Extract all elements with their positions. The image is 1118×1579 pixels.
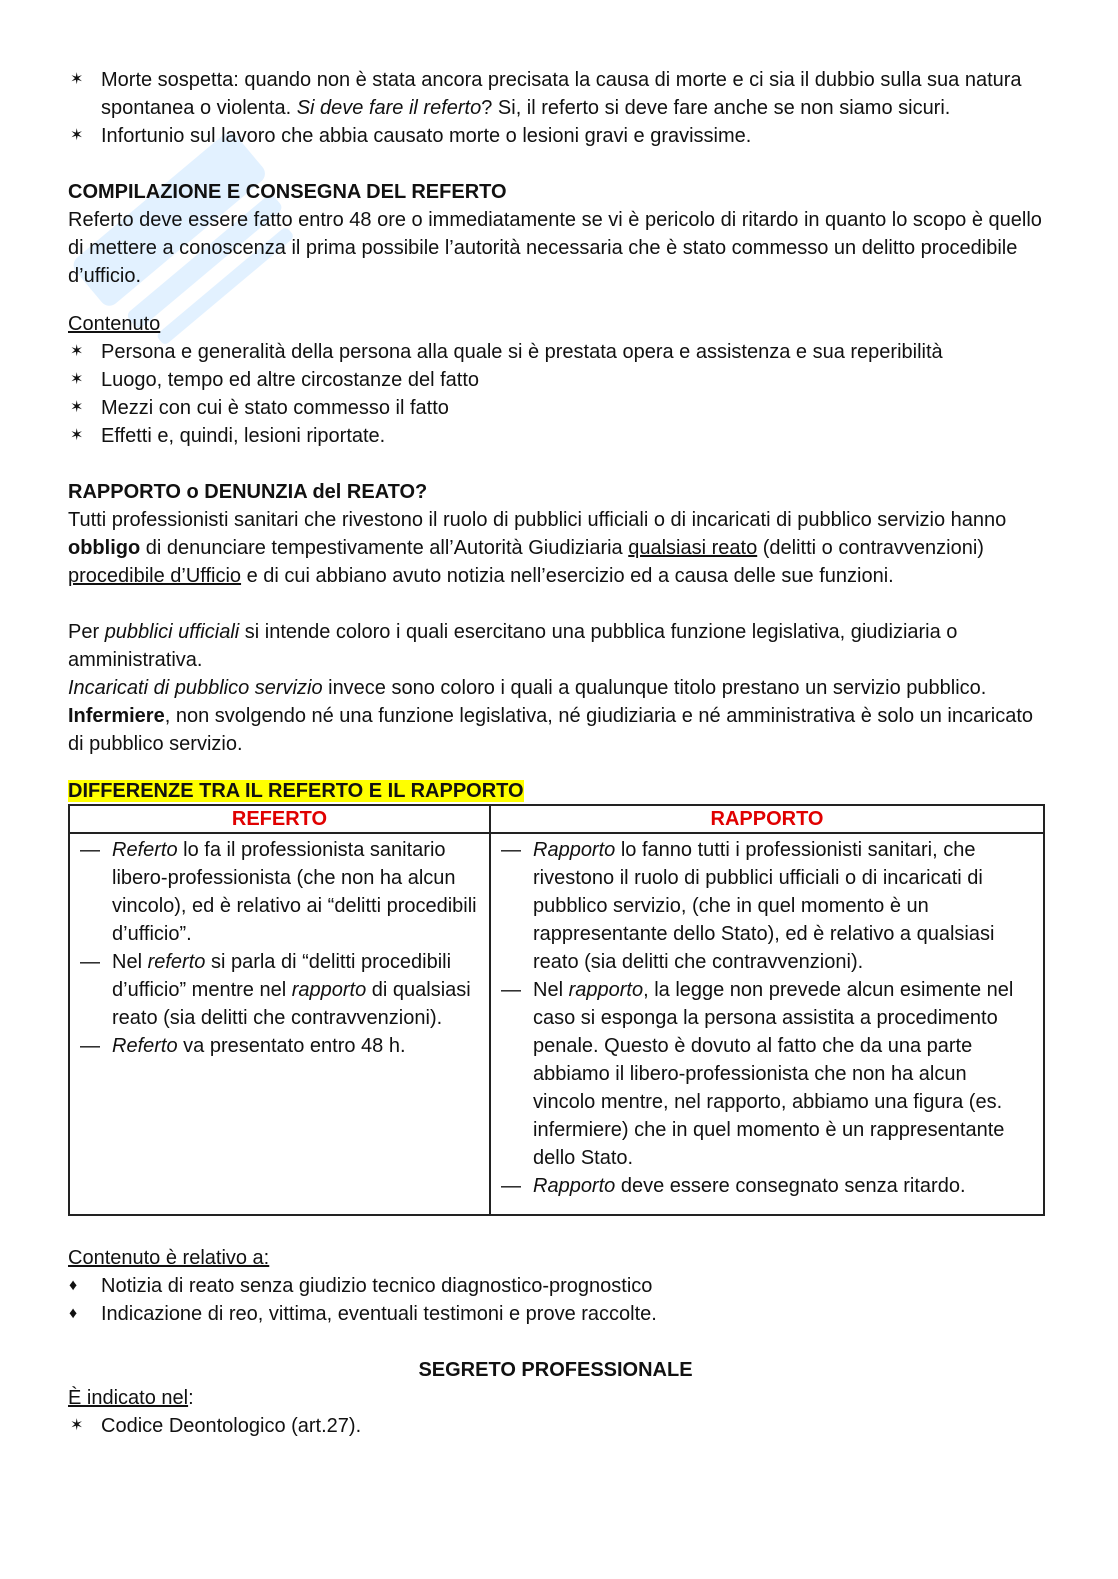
list-item: — Rapporto lo fanno tutti i professionisti sanitari, che rivestono il ruolo di pubblici ufficiali o di incaricati di pubblico servizio, (che in quel momento è un rappresentante dello Stato), ed è relativo a qualsiasi reato (sia delitti che contravvenzioni).: [501, 836, 1031, 976]
rapporto-paragraph-3: Incaricati di pubblico servizio invece sono coloro i quali a qualunque titolo prestano un servizio pubblico.: [68, 677, 987, 699]
intro-list: [68, 66, 1043, 150]
table-cell-rapporto: [490, 833, 1044, 1215]
list-item: ♦ Indicazione di reo, vittima, eventuali testimoni e prove raccolte.: [68, 1300, 1043, 1328]
contenuto-relativo-title: Contenuto è relativo a:: [68, 1247, 270, 1269]
referto-list: [80, 836, 477, 1060]
contenuto-relativo-list: [68, 1272, 1043, 1328]
list-item: — Nel rapporto, la legge non prevede alcun esimente nel caso si esponga la persona assistita a procedimento penale. Questo è dovuto al fatto che da una parte abbiamo il libero-professionista che non ha alcun vincolo mentre, nel rapporto, abbiamo una figura (es. infermiere) che in quel momento è un rappresentante dello Stato.: [501, 976, 1031, 1172]
contenuto-list: [68, 338, 1043, 450]
segreto-indicato: È indicato nel:: [68, 1387, 194, 1409]
list-item: ✶ Effetti e, quindi, lesioni riportate.: [68, 422, 1043, 450]
list-item: — Rapporto deve essere consegnato senza ritardo.: [501, 1172, 1031, 1200]
rapporto-paragraph-4: Infermiere, non svolgendo né una funzione legislativa, né giudiziaria e né amministrativa è solo un incaricato di pubblico servizio.: [68, 705, 1034, 755]
differenze-heading-row: [68, 778, 1043, 804]
compilazione-heading: COMPILAZIONE E CONSEGNA DEL REFERTO: [68, 181, 507, 203]
rapporto-list: [501, 836, 1031, 1200]
rapporto-heading: RAPPORTO o DENUNZIA del REATO?: [68, 481, 428, 503]
segreto-heading: SEGRETO PROFESSIONALE: [418, 1359, 693, 1381]
table-header-rapporto: RAPPORTO: [490, 805, 1044, 833]
table-cell-referto: [69, 833, 490, 1215]
list-item: ✶ Luogo, tempo ed altre circostanze del fatto: [68, 366, 1043, 394]
table-header-referto: REFERTO: [69, 805, 490, 833]
segreto-list: [68, 1412, 1043, 1440]
contenuto-title: Contenuto: [68, 313, 161, 335]
list-item: ✶ Mezzi con cui è stato commesso il fatto: [68, 394, 1043, 422]
document-page: [68, 66, 1043, 1440]
list-item: ✶ Codice Deontologico (art.27).: [68, 1412, 1043, 1440]
list-item: — Referto va presentato entro 48 h.: [80, 1032, 477, 1060]
compilazione-body: Referto deve essere fatto entro 48 ore o immediatamente se vi è pericolo di ritardo in quanto lo scopo è quello di mettere a conoscenza il prima possibile l’autorità necessaria che è stato commesso un delitto procedibile d’ufficio.: [68, 209, 1042, 287]
rapporto-paragraph-2: Per pubblici ufficiali si intende coloro i quali esercitano una pubblica funzione legislativa, giudiziaria o amministrativa.: [68, 621, 958, 671]
list-item: — Referto lo fa il professionista sanitario libero-professionista (che non ha alcun vincolo), ed è relativo ai “delitti procedibili d’ufficio”.: [80, 836, 477, 948]
list-item: ✶ Morte sospetta: quando non è stata ancora precisata la causa di morte e ci sia il dubbio sulla sua natura spontanea o violenta. Si deve fare il referto? Si, il referto si deve fare anche se non siamo sicuri.: [68, 66, 1043, 122]
rapporto-paragraph-1: Tutti professionisti sanitari che rivestono il ruolo di pubblici ufficiali o di incaricati di pubblico servizio hanno obbligo di denunciare tempestivamente all’Autorità Giudiziaria qualsiasi reato (delitti o contravvenzioni) procedibile d’Ufficio e di cui abbiano avuto notizia nell’esercizio ed a causa delle sue funzioni.: [68, 509, 1007, 587]
list-item: — Nel referto si parla di “delitti procedibili d’ufficio” mentre nel rapporto di qualsiasi reato (sia delitti che contravvenzioni).: [80, 948, 477, 1032]
list-item: ♦ Notizia di reato senza giudizio tecnico diagnostico-prognostico: [68, 1272, 1043, 1300]
differenze-table: [68, 804, 1045, 1216]
differenze-heading: DIFFERENZE TRA IL REFERTO E IL RAPPORTO: [68, 780, 524, 802]
list-item: ✶ Persona e generalità della persona alla quale si è prestata opera e assistenza e sua reperibilità: [68, 338, 1043, 366]
list-item: ✶ Infortunio sul lavoro che abbia causato morte o lesioni gravi e gravissime.: [68, 122, 1043, 150]
